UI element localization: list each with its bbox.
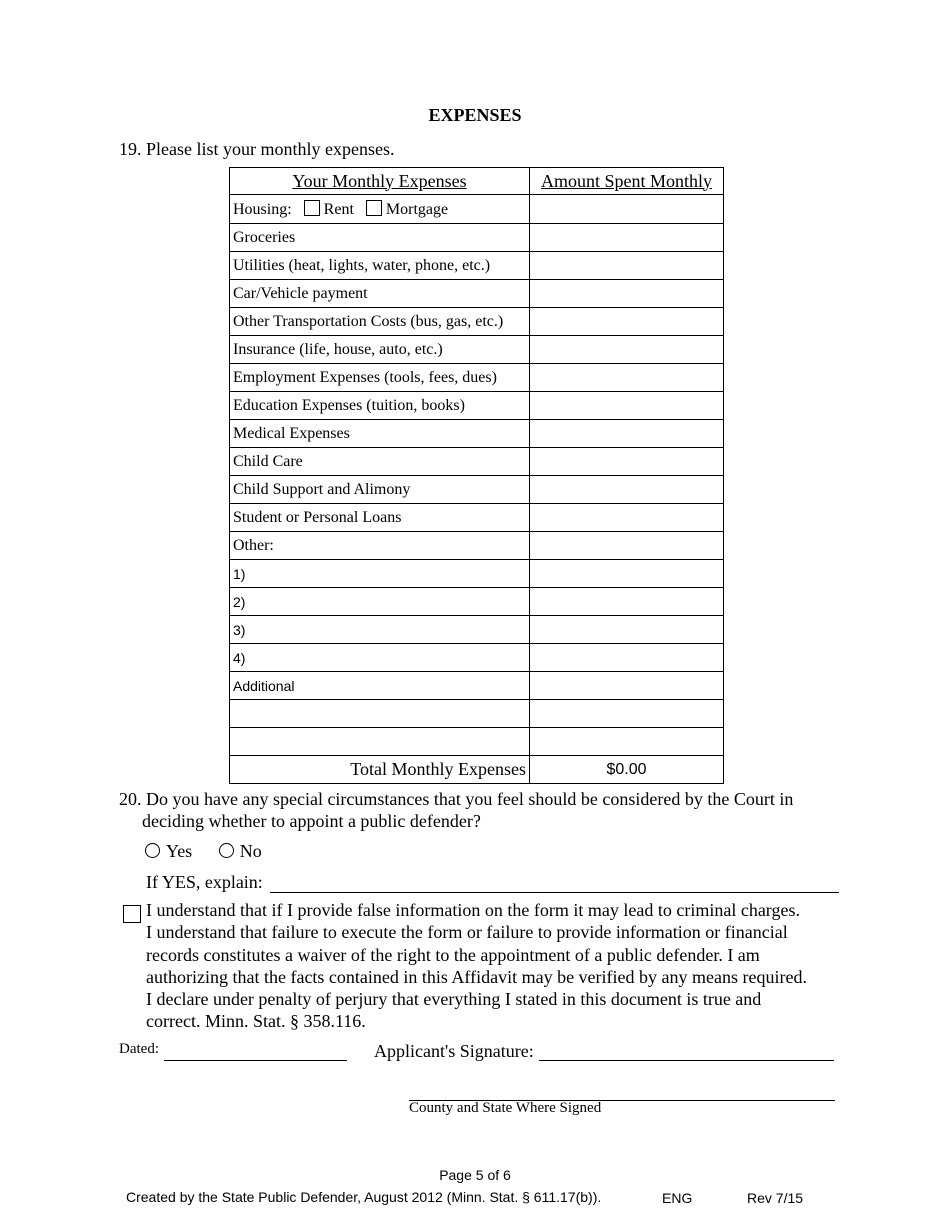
no-radio[interactable] [219,843,234,858]
expense-label: 1) [230,560,530,588]
amount-cell[interactable] [530,336,724,364]
footer-created: Created by the State Public Defender, August 2012 (Minn. Stat. § 611.17(b)). [126,1189,602,1205]
table-row [230,392,724,420]
affirmation-checkbox[interactable] [123,905,141,923]
table-row-total [230,756,724,784]
expense-label: Car/Vehicle payment [230,280,530,308]
signature-input-line[interactable] [539,1060,834,1061]
expense-label: Child Care [230,448,530,476]
amount-cell[interactable] [530,252,724,280]
table-row-blank [230,700,724,728]
affirmation-line: I declare under penalty of perjury that everything I stated in this document is true and [146,989,762,1010]
expense-label [230,700,530,728]
dated-input-line[interactable] [164,1060,347,1061]
mortgage-label: Mortgage [385,200,449,218]
table-row [230,280,724,308]
table-row-other [230,588,724,616]
county-label: County and State Where Signed [409,1100,602,1116]
page-number: Page 5 of 6 [439,1167,511,1183]
table-row-other [230,644,724,672]
table-row [230,364,724,392]
signature-label: Applicant's Signature: [374,1041,534,1061]
question-20-line1: 20. Do you have any special circumstances that you feel should be considered by the Court in [119,789,794,809]
col-header-expenses: Your Monthly Expenses [230,168,530,195]
expense-label: Employment Expenses (tools, fees, dues) [230,364,530,392]
amount-cell[interactable] [530,644,724,672]
amount-cell[interactable] [530,448,724,476]
amount-cell[interactable] [530,280,724,308]
footer-language: ENG [662,1190,693,1206]
table-row-other [230,616,724,644]
rent-checkbox[interactable] [304,200,320,216]
amount-cell[interactable] [530,700,724,728]
amount-cell[interactable] [530,195,724,224]
affirmation-line: records constitutes a waiver of the right to the appointment of a public defender. I am [146,944,760,965]
amount-cell[interactable] [530,308,724,336]
table-row [230,420,724,448]
dated-label: Dated: [119,1041,159,1057]
amount-cell[interactable] [530,616,724,644]
footer-revision: Rev 7/15 [747,1190,804,1206]
table-row-blank [230,728,724,756]
section-title: EXPENSES [428,105,522,125]
expense-label: Additional [230,672,530,700]
amount-cell[interactable] [530,588,724,616]
rent-label: Rent [323,200,354,218]
question-19: 19. Please list your monthly expenses. [119,139,395,159]
table-row [230,252,724,280]
table-row [230,504,724,532]
expense-label: Education Expenses (tuition, books) [230,392,530,420]
yes-no-group [145,841,262,862]
amount-cell[interactable] [530,532,724,560]
affirmation-text [146,899,807,1033]
expense-label [230,728,530,756]
table-row-other [230,672,724,700]
explain-label: If YES, explain: [146,872,263,892]
table-row [230,448,724,476]
expense-label: Student or Personal Loans [230,504,530,532]
expense-label: Insurance (life, house, auto, etc.) [230,336,530,364]
table-row-other [230,560,724,588]
expense-label: 4) [230,644,530,672]
total-label: Total Monthly Expenses [230,756,530,784]
amount-cell[interactable] [530,392,724,420]
mortgage-checkbox[interactable] [366,200,382,216]
amount-cell[interactable] [530,504,724,532]
table-row [230,532,724,560]
expense-label: Groceries [230,224,530,252]
table-row [230,476,724,504]
amount-cell[interactable] [530,672,724,700]
question-20-line2: deciding whether to appoint a public defender? [142,811,481,831]
amount-cell[interactable] [530,560,724,588]
table-row [230,336,724,364]
expense-label: Child Support and Alimony [230,476,530,504]
amount-cell[interactable] [530,364,724,392]
table-row [230,224,724,252]
explain-input-line[interactable] [270,892,839,893]
affirmation-line: I understand that if I provide false information on the form it may lead to criminal charges. [146,900,800,920]
amount-cell[interactable] [530,476,724,504]
expense-label: 3) [230,616,530,644]
expense-label: Other Transportation Costs (bus, gas, etc.) [230,308,530,336]
total-value: $0.00 [530,756,724,784]
table-row-housing [230,195,724,224]
yes-radio[interactable] [145,843,160,858]
housing-label: Housing: [233,200,292,218]
expense-label: Medical Expenses [230,420,530,448]
amount-cell[interactable] [530,728,724,756]
expense-label: Utilities (heat, lights, water, phone, etc.) [230,252,530,280]
affirmation-line: correct. Minn. Stat. § 358.116. [146,1011,366,1032]
table-header-row [230,168,724,195]
yes-label: Yes [166,841,193,861]
expense-label: 2) [230,588,530,616]
expense-label: Other: [230,532,530,560]
amount-cell[interactable] [530,420,724,448]
table-row [230,308,724,336]
amount-cell[interactable] [530,224,724,252]
expenses-table [229,167,724,784]
affirmation-line: I understand that failure to execute the form or failure to provide information or financial [146,922,788,943]
affirmation-line: authorizing that the facts contained in this Affidavit may be verified by any means required. [146,966,807,987]
no-label: No [239,841,262,861]
col-header-amount: Amount Spent Monthly [530,168,724,195]
